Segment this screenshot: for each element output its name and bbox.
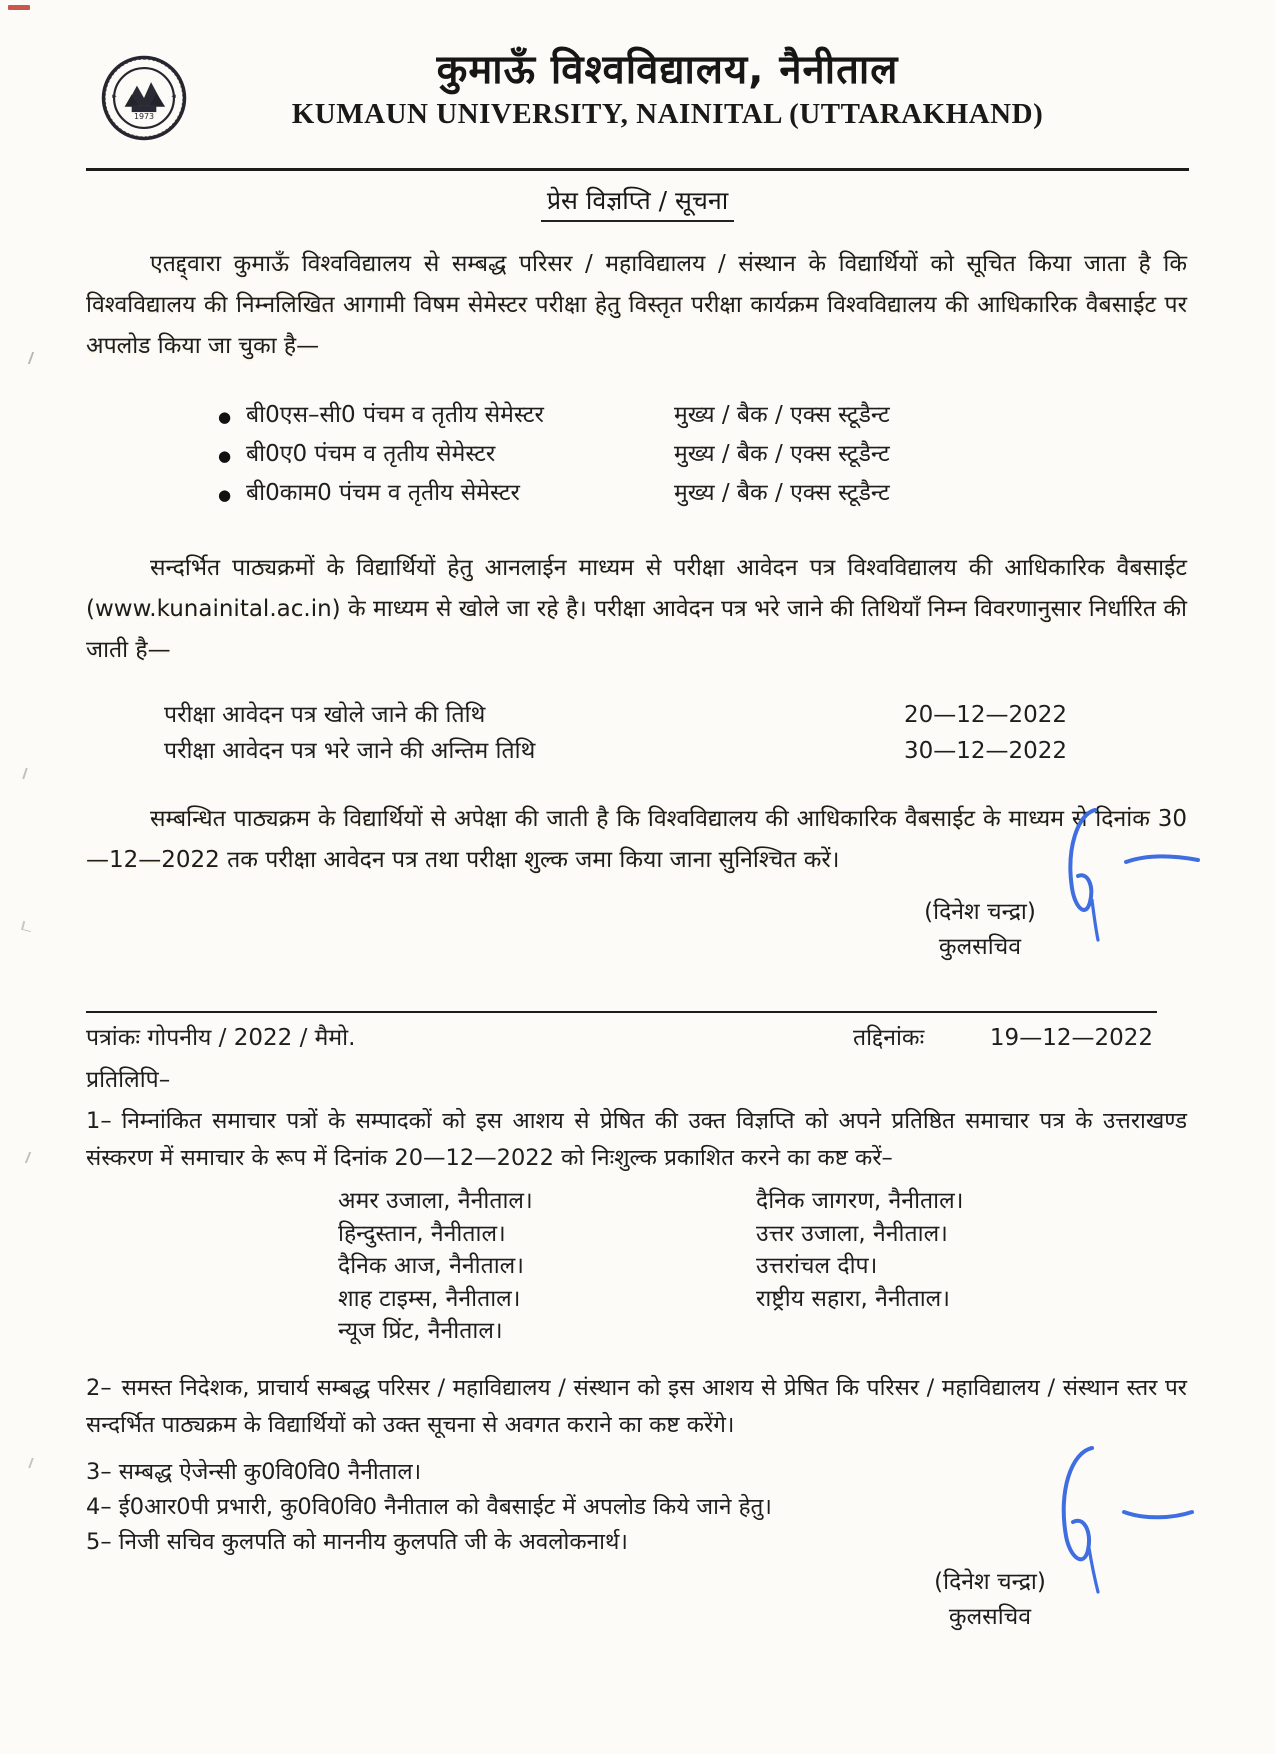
newspaper-item: उत्तर उजाला, नैनीताल। xyxy=(756,1220,948,1247)
copy-to-label: प्रतिलिपि– xyxy=(86,1067,171,1093)
notice-paragraph-2: सन्दर्भित पाठ्यक्रमों के विद्यार्थियों हेतु आनलाईन माध्यम से परीक्षा आवेदन पत्र विश्वविद्यालय की आधिकारिक वैबसाईट (www.kunainital.ac.in) के माध्यम से खोले जा रहे है। परीक्षा आवेदन पत्र भरे जाने की तिथियाँ निम्न विवरणानुसार निर्धारित की जाती है— xyxy=(86,555,1187,663)
course-type: मुख्य / बैक / एक्स स्टूडैन्ट xyxy=(674,480,890,506)
newspaper-item: उत्तरांचल दीप। xyxy=(756,1253,878,1279)
course-name: बी0काम0 पंचम व तृतीय सेमेस्टर xyxy=(246,480,520,506)
header-divider xyxy=(86,168,1189,171)
item-number: 3– xyxy=(86,1458,112,1485)
university-title-hindi: कुमाऊँ विश्वविद्यालय, नैनीताल xyxy=(436,47,899,93)
signatory-name: (दिनेश चन्द्रा) xyxy=(934,1568,1046,1595)
date-value: 20—12—2022 xyxy=(904,702,1068,728)
course-row xyxy=(218,436,1187,475)
newspaper-item: राष्ट्रीय सहारा, नैनीताल। xyxy=(756,1285,950,1312)
copy-item-2: 2– समस्त निदेशक, प्राचार्य सम्बद्ध परिसर / महाविद्यालय / संस्थान को इस आशय से प्रेषित कि परिसर / महाविद्यालय / संस्थान स्तर पर सन्दर्भित पाठ्यक्रम के विद्यार्थियों को उक्त सूचना से अवगत कराने का कष्ट करेंगे। xyxy=(86,1374,1187,1438)
notice-paragraph-1: एतद्द्वारा कुमाऊँ विश्वविद्यालय से सम्बद्ध परिसर / महाविद्यालय / संस्थान के विद्यार्थियों को सूचित किया जाता है कि विश्वविद्यालय की निम्नलिखित आगामी विषम सेमेस्टर परीक्षा हेतु विस्तृत परीक्षा कार्यक्रम विश्वविद्यालय की आधिकारिक वैबसाईट पर अपलोड किया जा चुका है— xyxy=(86,251,1187,359)
item-number: 1– xyxy=(86,1108,112,1134)
course-type: मुख्य / बैक / एक्स स्टूडैन्ट xyxy=(674,402,890,428)
copy-item-4: 4– ई0आर0पी प्रभारी, कु0वि0वि0 नैनीताल को वैबसाईट में अपलोड किये जाने हेतु। xyxy=(86,1493,772,1520)
copy-item-1: 1– निम्नांकित समाचार पत्रों के सम्पादकों को इस आशय से प्रेषित की उक्त विज्ञप्ति को अपने प्रतिष्ठित समाचार पत्र के उत्तराखण्ड संस्करण में समाचार के रूप में दिनांक 20—12—2022 को निःशुल्क प्रकाशित करने का कष्ट करें– xyxy=(86,1108,1187,1171)
course-name: बी0एस–सी0 पंचम व तृतीय सेमेस्टर xyxy=(246,402,544,428)
date-table xyxy=(164,697,1187,769)
item-number: 5– xyxy=(86,1528,112,1555)
newspaper-item: अमर उजाला, नैनीताल। xyxy=(338,1188,533,1214)
newspaper-item: न्यूज प्रिंट, नैनीताल। xyxy=(338,1318,503,1344)
date-label: परीक्षा आवेदन पत्र खोले जाने की तिथि xyxy=(164,702,486,728)
signature-block-registrar xyxy=(865,895,1095,965)
memo-reference-row xyxy=(86,1021,1187,1055)
newspaper-item: दैनिक जागरण, नैनीताल। xyxy=(756,1188,964,1214)
item-number: 2– xyxy=(86,1374,112,1401)
date-value: 30—12—2022 xyxy=(904,738,1068,764)
signatory-title: कुलसचिव xyxy=(938,934,1022,960)
newspaper-list xyxy=(338,1185,1187,1348)
item-number: 4– xyxy=(86,1493,112,1520)
notice-paragraph-3: सम्बन्धित पाठ्यक्रम के विद्यार्थियों से अपेक्षा की जाती है कि विश्वविद्यालय की आधिकारिक वैबसाईट के माध्यम से दिनांक 30—12—2022 तक परीक्षा आवेदन पत्र तथा परीक्षा शुल्क जमा किया जाना सुनिश्चित करें। xyxy=(86,806,1187,873)
university-seal-logo xyxy=(100,52,188,144)
bullet-icon: ● xyxy=(218,486,232,504)
svg-text:1973: 1973 xyxy=(133,112,155,122)
course-row xyxy=(218,475,1187,514)
memo-date-label: तद्दिनांकः xyxy=(853,1025,925,1051)
signatory-title: कुलसचिव xyxy=(948,1603,1032,1630)
newspaper-item: दैनिक आज, नैनीताल। xyxy=(338,1253,524,1279)
course-type: मुख्य / बैक / एक्स स्टूडैन्ट xyxy=(674,441,890,467)
memo-reference-number: पत्रांकः गोपनीय / 2022 / मैमो. xyxy=(86,1025,356,1051)
date-row xyxy=(164,697,1187,733)
memo-date-value: 19—12—2022 xyxy=(989,1025,1153,1051)
university-title-english: KUMAUN UNIVERSITY, NAINITAL (UTTARAKHAND) xyxy=(291,98,1044,130)
newspaper-item: शाह टाइम्स, नैनीताल। xyxy=(338,1285,521,1312)
copy-item-5: 5– निजी सचिव कुलपति को माननीय कुलपति जी के अवलोकनार्थ। xyxy=(86,1528,628,1555)
notice-heading: प्रेस विज्ञप्ति / सूचना xyxy=(0,183,1275,222)
signatory-name: (दिनेश चन्द्रा) xyxy=(924,899,1036,925)
course-name: बी0ए0 पंचम व तृतीय सेमेस्टर xyxy=(246,441,496,467)
date-label: परीक्षा आवेदन पत्र भरे जाने की अन्तिम तिथि xyxy=(164,738,536,764)
bullet-icon: ● xyxy=(218,408,232,426)
bullet-icon: ● xyxy=(218,447,232,465)
course-row xyxy=(218,397,1187,436)
memo-divider xyxy=(86,1011,1157,1013)
course-list xyxy=(218,397,1187,514)
copy-item-3: 3– सम्बद्ध ऐजेन्सी कु0वि0वि0 नैनीताल। xyxy=(86,1458,422,1485)
date-row xyxy=(164,733,1187,769)
letterhead xyxy=(0,0,1275,158)
newspaper-item: हिन्दुस्तान, नैनीताल। xyxy=(338,1220,506,1247)
signature-block-registrar-2 xyxy=(875,1565,1105,1635)
